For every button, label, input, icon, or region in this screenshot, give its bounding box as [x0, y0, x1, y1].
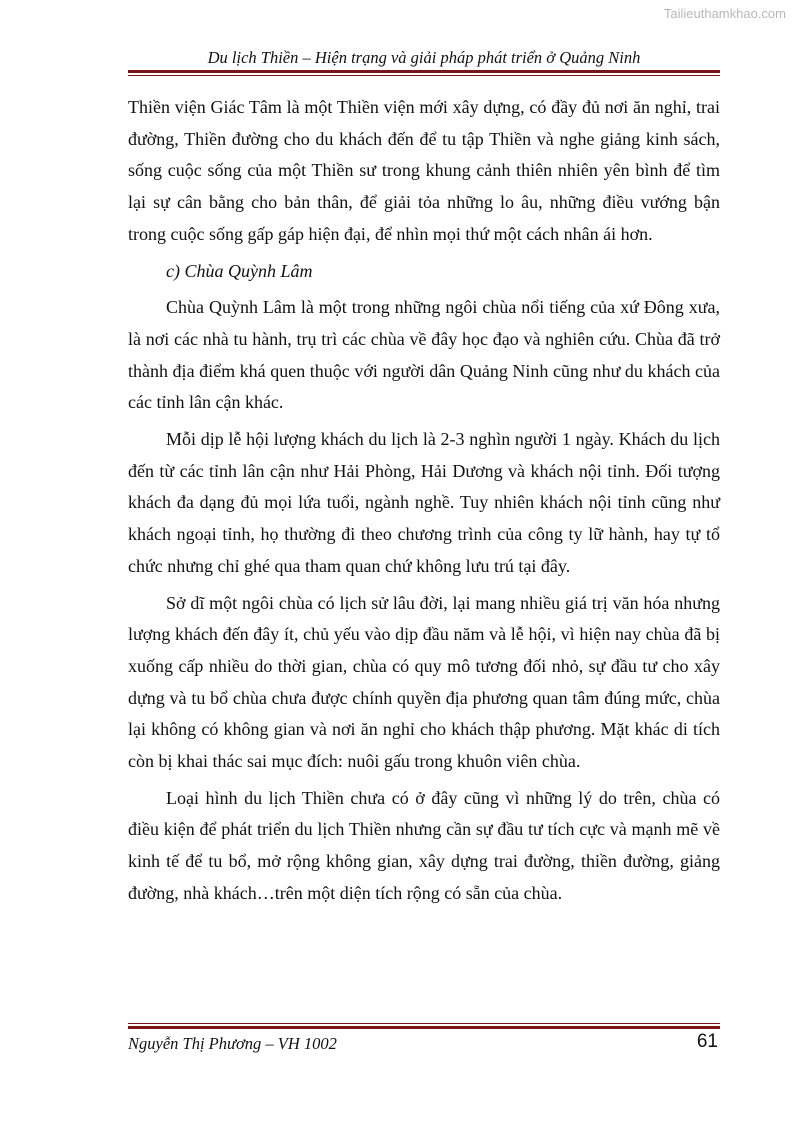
page-number: 61	[696, 1031, 718, 1052]
header-divider	[128, 70, 720, 76]
watermark-text: Tailieuthamkhao.com	[663, 6, 786, 21]
paragraph-visitor-stats: Mỗi dịp lễ hội lượng khách du lịch là 2-3 nghìn người 1 ngày. Khách du lịch đến từ các tỉnh lân cận như Hải Phòng, Hải Dương và khách nội tỉnh. Đối tượng khách đa dạng đủ mọi lứa tuổi, ngành nghề. Tuy nhiên khách nội tỉnh cũng như khách ngoại tỉnh, họ thường đi theo chương trình của công ty lữ hành, hay tự tổ chức nhưng chỉ ghé qua tham quan chứ không lưu trú tại đây.	[128, 429, 720, 576]
running-header-title: Du lịch Thiền – Hiện trạng và giải pháp phát triển ở Quảng Ninh	[207, 48, 641, 67]
page-body	[128, 92, 720, 910]
section-subheading: c) Chùa Quỳnh Lâm	[166, 260, 313, 281]
paragraph-giac-tam: Thiền viện Giác Tâm là một Thiền viện mới xây dựng, có đầy đủ nơi ăn nghỉ, trai đường, Thiền đường cho du khách đến để tu tập Thiền và nghe giảng kinh sách, sống cuộc sống của một Thiền sư trong khung cảnh thiên nhiên yên bình để tìm lại sự cân bằng cho bản thân, để giải tỏa những lo âu, những điều vướng bận trong cuộc sống gấp gáp hiện đại, để nhìn mọi thứ một cách nhân ái hơn.	[128, 97, 720, 244]
paragraph-reasons: Sở dĩ một ngôi chùa có lịch sử lâu đời, lại mang nhiều giá trị văn hóa nhưng lượng khách đến đây ít, chủ yếu vào dịp đầu năm và lễ hội, vì hiện nay chùa đã bị xuống cấp nhiều do thời gian, chùa có quy mô tương đối nhỏ, sự đầu tư cho xây dựng và tu bổ chùa chưa được chính quyền địa phương quan tâm đúng mức, chùa lại không có không gian và nơi ăn nghỉ cho khách thập phương. Mặt khác di tích còn bị khai thác sai mục đích: nuôi gấu trong khuôn viên chùa.	[128, 592, 720, 772]
footer-author: Nguyễn Thị Phương – VH 1002	[128, 1034, 337, 1053]
footer-divider	[128, 1023, 720, 1029]
paragraph-quynh-lam-intro: Chùa Quỳnh Lâm là một trong những ngôi chùa nổi tiếng của xứ Đông xưa, là nơi các nhà tu hành, trụ trì các chùa về đây học đạo và nghiên cứu. Chùa đã trở thành địa điểm khá quen thuộc với người dân Quảng Ninh cũng như du khách của các tỉnh lân cận khác.	[128, 297, 720, 413]
paragraph-conclusion: Loại hình du lịch Thiền chưa có ở đây cũng vì những lý do trên, chùa có điều kiện để phát triển du lịch Thiền nhưng cần sự đầu tư tích cực và mạnh mẽ về kinh tế để tu bổ, mở rộng không gian, xây dựng trai đường, thiền đường, giảng đường, nhà khách…trên một diện tích rộng có sẵn của chùa.	[128, 787, 720, 903]
